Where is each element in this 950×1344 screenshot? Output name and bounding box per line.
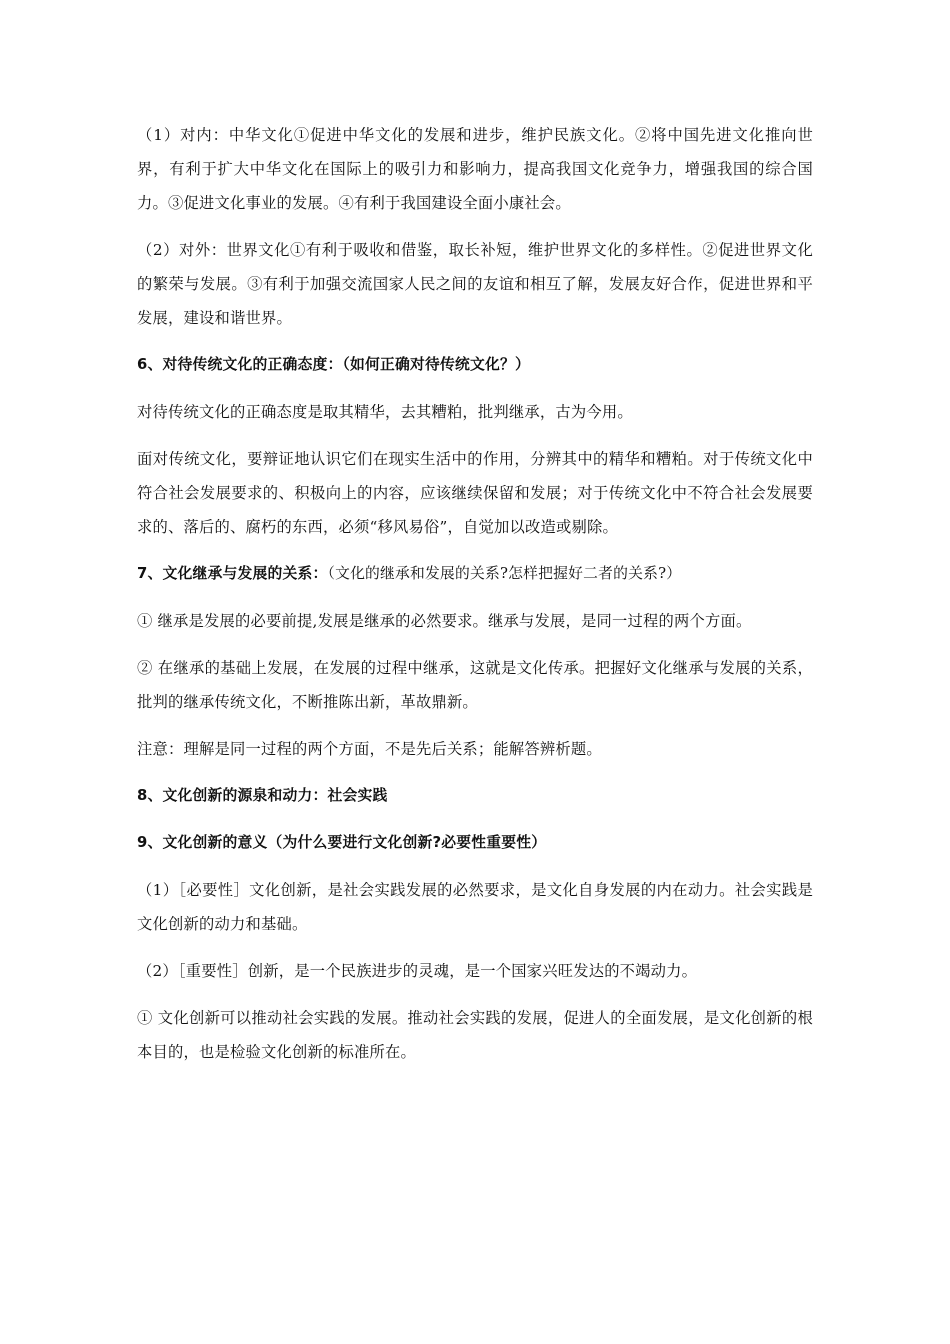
heading-innovation-source: 8、文化创新的源泉和动力：社会实践 xyxy=(137,787,388,804)
paragraph-inheritance-premise: ① 继承是发展的必要前提,发展是继承的必然要求。继承与发展，是同一过程的两个方面。 xyxy=(137,612,752,630)
heading-traditional-culture-attitude: 6、对待传统文化的正确态度：（如何正确对待传统文化？） xyxy=(137,356,531,373)
heading-inheritance-development xyxy=(137,557,813,591)
paragraph-correct-attitude: 对待传统文化的正确态度是取其精华，去其糟粕，批判继承，古为今用。 xyxy=(137,403,633,421)
document-body xyxy=(137,118,813,1082)
paragraph-external-significance: （2）对外：世界文化①有利于吸收和借鉴，取长补短，维护世界文化的多样性。②促进世界文化的繁荣与发展。③有利于加强交流国家人民之间的友谊和相互了解，发展友好合作，促进世界和平发展，建设和谐世界。 xyxy=(137,241,813,327)
paragraph-dialectical-view: 面对传统文化，要辩证地认识它们在现实生活中的作用，分辨其中的精华和糟粕。对于传统文化中符合社会发展要求的、积极向上的内容，应该继续保留和发展；对于传统文化中不符合社会发展要求的、落后的、腐朽的东西，必须“移风易俗”，自觉加以改造或剔除。 xyxy=(137,450,813,536)
paragraph-cultural-transmission: ② 在继承的基础上发展，在发展的过程中继承，这就是文化传承。把握好文化继承与发展的关系，批判的继承传统文化，不断推陈出新，革故鼎新。 xyxy=(137,659,813,711)
paragraph-innovation-practice: ① 文化创新可以推动社会实践的发展。推动社会实践的发展，促进人的全面发展，是文化创新的根本目的，也是检验文化创新的标准所在。 xyxy=(137,1009,813,1061)
paragraph-internal-significance: （1）对内：中华文化①促进中华文化的发展和进步，维护民族文化。②将中国先进文化推向世界，有利于扩大中华文化在国际上的吸引力和影响力，提高我国文化竞争力，增强我国的综合国力。③促进文化事业的发展。④有利于我国建设全面小康社会。 xyxy=(137,126,813,212)
heading-inheritance-development-title: 7、文化继承与发展的关系： xyxy=(137,565,328,582)
heading-innovation-significance: 9、文化创新的意义（为什么要进行文化创新?必要性重要性） xyxy=(137,834,547,851)
paragraph-note: 注意：理解是同一过程的两个方面，不是先后关系；能解答辨析题。 xyxy=(137,740,602,758)
paragraph-necessity: （1）［必要性］文化创新，是社会实践发展的必然要求，是文化自身发展的内在动力。社会实践是文化创新的动力和基础。 xyxy=(137,881,813,933)
paragraph-importance: （2）［重要性］创新，是一个民族进步的灵魂，是一个国家兴旺发达的不竭动力。 xyxy=(137,962,698,980)
heading-inheritance-development-question: （文化的继承和发展的关系?怎样把握好二者的关系?） xyxy=(327,565,682,582)
